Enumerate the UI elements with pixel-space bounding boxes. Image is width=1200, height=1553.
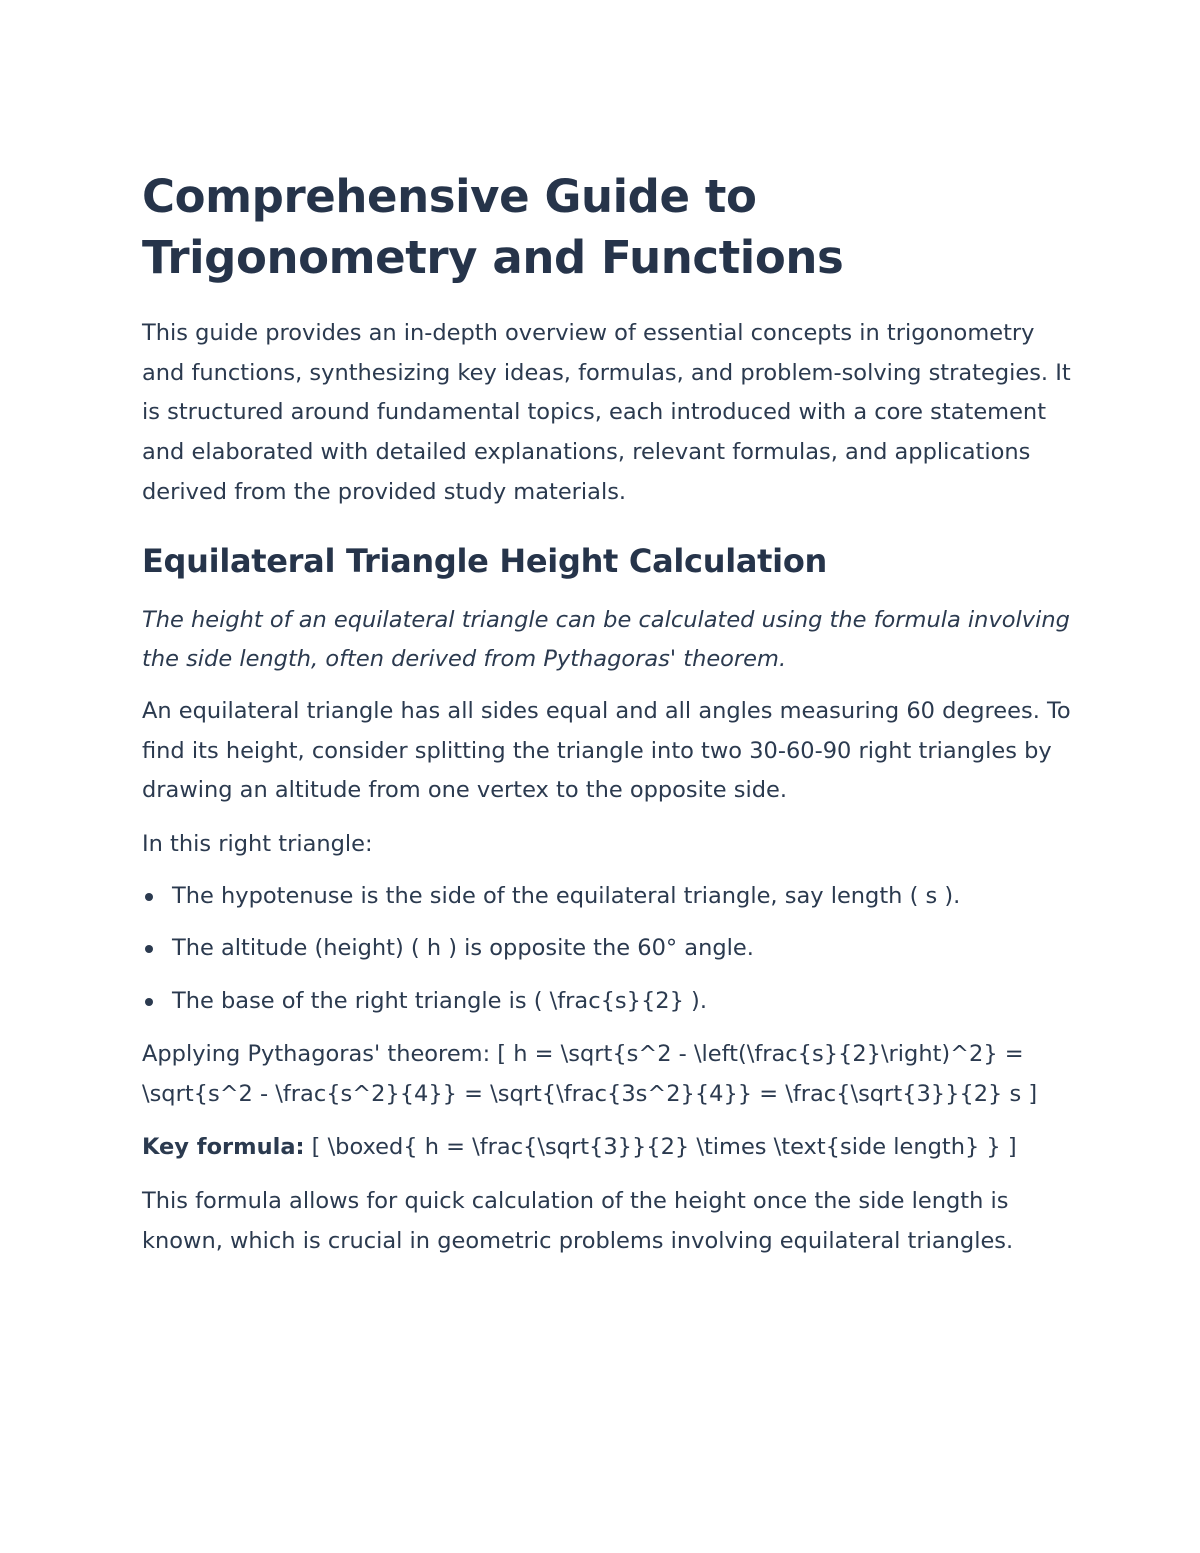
list-item — [142, 982, 1072, 1022]
key-formula-label: Key formula: — [142, 1134, 305, 1161]
key-formula-paragraph — [142, 1128, 1072, 1168]
document-page — [142, 166, 1072, 1275]
list-item — [142, 929, 1072, 969]
bullet-icon — [145, 945, 153, 953]
pythagoras-paragraph: Applying Pythagoras' theorem: [ h = \sqrt{s^2 - \left(\frac{s}{2}\right)^2} = \sqrt{s^2 - \frac{s^2}{4}} = \sqrt{\frac{3s^2}{4}} = \frac{\sqrt{3}}{2} s ] — [142, 1040, 1038, 1107]
page-title: Comprehensive Guide to Trigonometry and Functions — [142, 170, 844, 284]
bullet-icon — [145, 893, 153, 901]
intro-paragraph: This guide provides an in-depth overview of essential concepts in trigonometry and functions, synthesizing key ideas, formulas, and problem-solving strategies. It is structured around fundamental topics, each introduced with a core statement and elaborated with detailed explanations, relevant formulas, and applications derived from the provided study materials. — [142, 320, 1071, 505]
section-heading: Equilateral Triangle Height Calculation — [142, 541, 827, 580]
section-lead: The height of an equilateral triangle can be calculated using the formula involving the side length, often derived from Pythagoras' theorem. — [142, 606, 1070, 673]
list-item-text: The base of the right triangle is ( \frac{s}{2} ). — [172, 988, 707, 1015]
key-formula-text: [ \boxed{ h = \frac{\sqrt{3}}{2} \times \text{side length} } ] — [304, 1134, 1017, 1161]
list-item — [142, 877, 1072, 917]
list-item-text: The hypotenuse is the side of the equilateral triangle, say length ( s ). — [172, 882, 961, 909]
list-item-text: The altitude (height) ( h ) is opposite the 60° angle. — [172, 935, 754, 962]
bullet-list — [142, 877, 1072, 1022]
section-paragraph-1: An equilateral triangle has all sides equal and all angles measuring 60 degrees. To find its height, consider splitting the triangle into two 30-60-90 right triangles by drawing an altitude from one vertex to the opposite side. — [142, 697, 1071, 804]
bullet-icon — [145, 998, 153, 1006]
section-paragraph-2: In this right triangle: — [142, 831, 373, 858]
closing-paragraph: This formula allows for quick calculation of the height once the side length is known, which is crucial in geometric problems involving equilateral triangles. — [142, 1187, 1014, 1254]
